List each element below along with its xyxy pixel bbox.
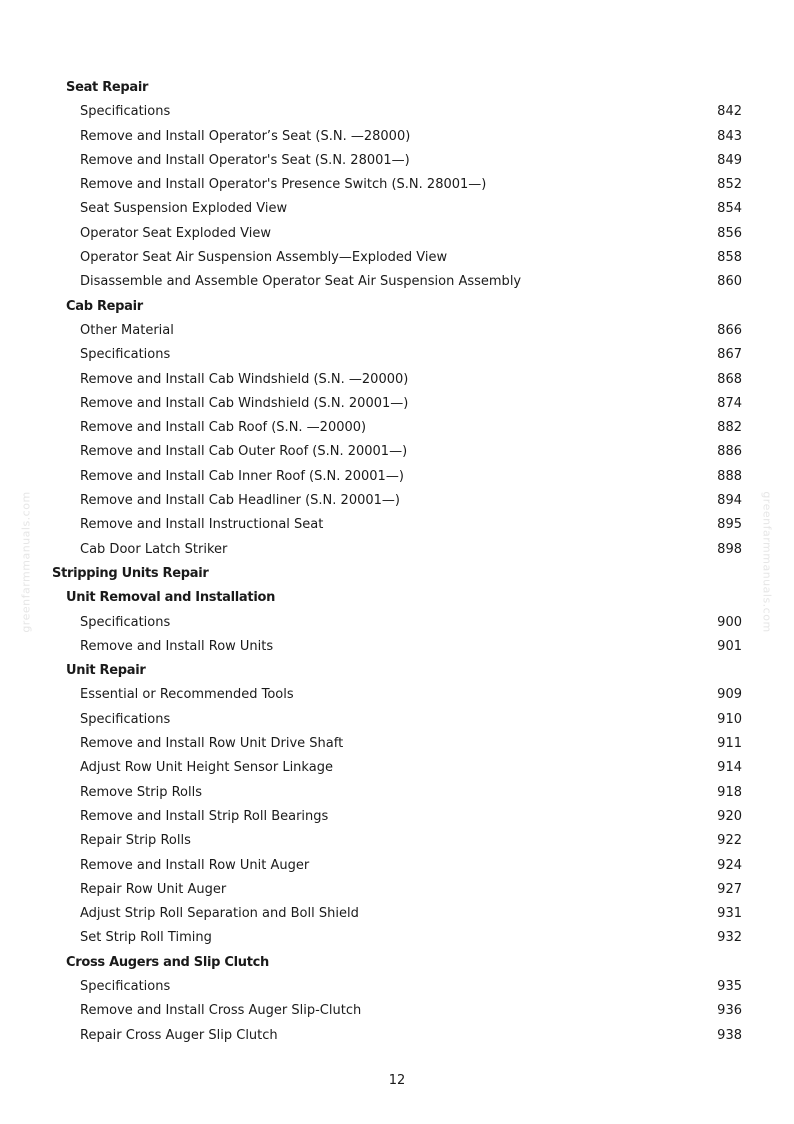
toc-entry-title: Essential or Recommended Tools	[80, 687, 294, 703]
toc-entry-title: Remove and Install Row Units	[80, 638, 274, 654]
toc-entry[interactable]	[0, 538, 794, 562]
toc-entry[interactable]	[0, 416, 794, 440]
toc-entry[interactable]	[0, 1024, 794, 1048]
toc-entry[interactable]	[0, 197, 794, 221]
toc-entry[interactable]	[0, 829, 794, 853]
toc-section-heading[interactable]	[0, 586, 794, 610]
toc-entry-page: 866	[717, 322, 742, 338]
toc-entry-page: 935	[717, 978, 742, 994]
toc-entry-page: 909	[717, 687, 742, 703]
toc-entry-page: 898	[717, 541, 742, 557]
toc-entry-page: 922	[717, 833, 742, 849]
toc-entry-page: 849	[717, 152, 742, 168]
toc-entry-title: Adjust Strip Roll Separation and Boll Shield	[80, 906, 359, 922]
toc-entry-page: 854	[717, 201, 742, 217]
toc-entry-title: Stripping Units Repair	[52, 565, 209, 581]
toc-entry-title: Unit Removal and Installation	[66, 590, 276, 606]
toc-entry-title: Remove and Install Cab Windshield (S.N. 20001—)	[80, 395, 409, 411]
toc-entry-title: Unit Repair	[66, 663, 146, 679]
toc-entry-page: 894	[717, 493, 742, 509]
toc-entry-page: 882	[717, 420, 742, 436]
toc-entry-page: 900	[717, 614, 742, 630]
toc-entry-page: 888	[717, 468, 742, 484]
toc-entry-page: 914	[717, 760, 742, 776]
toc-entry[interactable]	[0, 683, 794, 707]
toc-entry-page: 918	[717, 784, 742, 800]
toc-entry[interactable]	[0, 392, 794, 416]
toc-entry[interactable]	[0, 513, 794, 537]
toc-entry-title: Remove and Install Row Unit Auger	[80, 857, 310, 873]
toc-entry-title: Seat Suspension Exploded View	[80, 201, 288, 217]
toc-entry-page: 936	[717, 1003, 742, 1019]
toc-entry-title: Seat Repair	[66, 80, 149, 95]
toc-entry[interactable]	[0, 368, 794, 392]
toc-entry[interactable]	[0, 611, 794, 635]
toc-entry-title: Cab Repair	[66, 298, 143, 314]
toc-entry-title: Remove and Install Cab Outer Roof (S.N. 20001—)	[80, 444, 408, 460]
watermark-left: greenfarmmanuals.com	[19, 491, 33, 633]
toc-entry[interactable]	[0, 125, 794, 149]
toc-entry-page: 924	[717, 857, 742, 873]
toc-entry-title: Adjust Row Unit Height Sensor Linkage	[80, 760, 333, 776]
toc-entry[interactable]	[0, 732, 794, 756]
toc-entry[interactable]	[0, 173, 794, 197]
toc-entry-title: Specifications	[80, 711, 171, 727]
toc-entry[interactable]	[0, 246, 794, 270]
toc-entry-title: Specifications	[80, 104, 171, 120]
toc-entry-page: 868	[717, 371, 742, 387]
toc-entry-page: 911	[717, 736, 742, 752]
toc-entry-page: 938	[717, 1027, 742, 1043]
watermark-right: greenfarmmanuals.com	[760, 491, 774, 633]
toc-entry[interactable]	[0, 440, 794, 464]
toc-entry[interactable]	[0, 635, 794, 659]
toc-entry-title: Remove and Install Cab Windshield (S.N. —20000)	[80, 371, 409, 387]
toc-entry-title: Cross Augers and Slip Clutch	[66, 954, 269, 970]
toc-entry-title: Remove and Install Instructional Seat	[80, 517, 324, 533]
toc-entry-title: Remove and Install Cab Headliner (S.N. 20001—)	[80, 493, 400, 509]
toc-entry[interactable]	[0, 319, 794, 343]
toc-entry-page: 852	[717, 177, 742, 193]
toc-section-heading[interactable]	[0, 295, 794, 319]
toc-entry-title: Remove and Install Operator's Seat (S.N. 28001—)	[80, 152, 410, 168]
toc-entry-title: Remove and Install Operator’s Seat (S.N. —28000)	[80, 128, 411, 144]
toc-entry[interactable]	[0, 708, 794, 732]
toc-entry-title: Remove Strip Rolls	[80, 784, 202, 800]
toc-entry-page: 842	[717, 104, 742, 120]
toc-chapter-heading[interactable]	[0, 562, 794, 586]
toc-entry[interactable]	[0, 100, 794, 124]
toc-entry-page: 910	[717, 711, 742, 727]
table-of-contents	[0, 76, 794, 1048]
toc-entry-title: Repair Strip Rolls	[80, 833, 191, 849]
toc-entry[interactable]	[0, 149, 794, 173]
toc-entry-title: Other Material	[80, 322, 174, 338]
toc-entry-title: Specifications	[80, 614, 171, 630]
toc-entry[interactable]	[0, 270, 794, 294]
toc-entry-title: Cab Door Latch Striker	[80, 541, 228, 557]
toc-entry[interactable]	[0, 854, 794, 878]
toc-entry-page: 867	[717, 347, 742, 363]
toc-entry-page: 920	[717, 808, 742, 824]
toc-entry-title: Remove and Install Cab Inner Roof (S.N. 20001—)	[80, 468, 404, 484]
toc-entry-title: Operator Seat Air Suspension Assembly—Exploded View	[80, 250, 448, 266]
toc-entry-page: 860	[717, 274, 742, 290]
toc-entry[interactable]	[0, 926, 794, 950]
toc-entry[interactable]	[0, 222, 794, 246]
toc-entry-page: 874	[717, 395, 742, 411]
toc-entry-title: Repair Cross Auger Slip Clutch	[80, 1027, 278, 1043]
toc-entry-page: 932	[717, 930, 742, 946]
toc-entry[interactable]	[0, 781, 794, 805]
toc-entry[interactable]	[0, 805, 794, 829]
toc-entry[interactable]	[0, 756, 794, 780]
toc-entry[interactable]	[0, 465, 794, 489]
toc-entry[interactable]	[0, 999, 794, 1023]
toc-entry-page: 856	[717, 225, 742, 241]
toc-entry-title: Specifications	[80, 978, 171, 994]
toc-entry-title: Set Strip Roll Timing	[80, 930, 212, 946]
toc-section-heading[interactable]	[0, 951, 794, 975]
toc-entry[interactable]	[0, 343, 794, 367]
toc-entry-title: Disassemble and Assemble Operator Seat Air Suspension Assembly	[80, 274, 522, 290]
toc-entry[interactable]	[0, 489, 794, 513]
toc-entry[interactable]	[0, 975, 794, 999]
toc-entry-page: 886	[717, 444, 742, 460]
toc-section-heading[interactable]	[0, 76, 794, 100]
toc-entry-page: 843	[717, 128, 742, 144]
toc-entry-title: Remove and Install Cross Auger Slip-Clutch	[80, 1003, 362, 1019]
toc-section-heading[interactable]	[0, 659, 794, 683]
toc-entry[interactable]	[0, 902, 794, 926]
toc-entry-title: Operator Seat Exploded View	[80, 225, 271, 241]
toc-entry-page: 927	[717, 881, 742, 897]
toc-entry-page: 858	[717, 250, 742, 266]
toc-entry-title: Specifications	[80, 347, 171, 363]
toc-entry-title: Remove and Install Strip Roll Bearings	[80, 808, 329, 824]
toc-entry-page: 931	[717, 906, 742, 922]
toc-entry-page: 895	[717, 517, 742, 533]
toc-entry-title: Remove and Install Row Unit Drive Shaft	[80, 736, 344, 752]
toc-entry-title: Repair Row Unit Auger	[80, 881, 227, 897]
page-number: 12	[388, 1073, 406, 1088]
toc-entry-title: Remove and Install Operator's Presence Switch (S.N. 28001—)	[80, 177, 487, 193]
toc-entry-page: 901	[717, 638, 742, 654]
toc-entry-title: Remove and Install Cab Roof (S.N. —20000)	[80, 420, 367, 436]
toc-entry[interactable]	[0, 878, 794, 902]
